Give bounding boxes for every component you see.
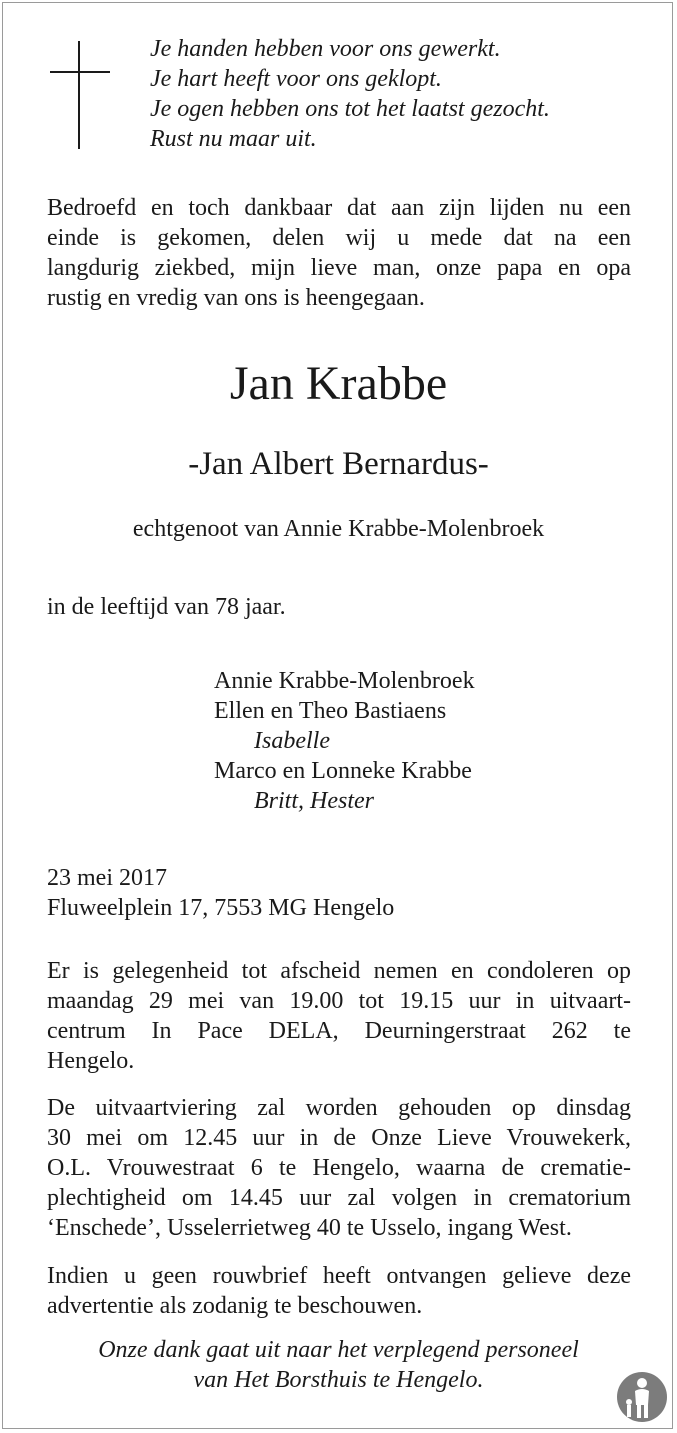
- funeral-line: ‘Enschede’, Usselerrietweg 40 te Usselo, ingang West.: [47, 1215, 572, 1241]
- poem: [150, 34, 550, 154]
- intro-line: Bedroefd en toch dankbaar dat aan zijn lijden nu een: [47, 195, 631, 221]
- poem-line: Je handen hebben voor ons gewerkt.: [150, 36, 501, 62]
- spouse-line: echtgenoot van Annie Krabbe-Molenbroek: [132, 516, 545, 542]
- farewell-line: Er is gelegenheid tot afscheid nemen en condoleren op: [47, 958, 631, 984]
- thanks-line: Onze dank gaat uit naar het verplegend personeel: [98, 1337, 579, 1363]
- family-grandchildren: Britt, Hester: [254, 788, 374, 814]
- intro-line: einde is gekomen, delen wij u mede dat na een: [47, 225, 631, 251]
- notice-paragraph: [47, 1261, 631, 1321]
- intro-line: rustig en vredig van ons is heengegaan.: [47, 285, 425, 311]
- funeral-line: De uitvaartviering zal worden gehouden op dinsdag: [47, 1095, 631, 1121]
- family-child: Marco en Lonneke Krabbe: [214, 758, 472, 784]
- funeral-line: 30 mei om 12.45 uur in de Onze Lieve Vrouwekerk,: [47, 1125, 631, 1151]
- poem-line: Je ogen hebben ons tot het laatst gezocht.: [150, 96, 550, 122]
- family-spouse: Annie Krabbe-Molenbroek: [214, 668, 475, 694]
- memorial-logo-icon: [617, 1372, 667, 1422]
- family-grandchildren: Isabelle: [254, 728, 330, 754]
- deceased-name: Jan Krabbe: [229, 357, 448, 410]
- intro-line: langdurig ziekbed, mijn lieve man, onze papa en opa: [47, 255, 631, 281]
- farewell-paragraph: [47, 956, 631, 1076]
- intro-paragraph: [47, 193, 631, 313]
- thanks-line: van Het Borsthuis te Hengelo.: [193, 1367, 484, 1393]
- announcement-date: 23 mei 2017: [47, 865, 167, 891]
- home-address: Fluweelplein 17, 7553 MG Hengelo: [47, 895, 395, 921]
- funeral-paragraph: [47, 1093, 631, 1243]
- funeral-line: plechtigheid om 14.45 uur zal volgen in crematorium: [47, 1185, 631, 1211]
- funeral-line: O.L. Vrouwestraat 6 te Hengelo, waarna de crematie-: [47, 1155, 631, 1181]
- notice-line: Indien u geen rouwbrief heeft ontvangen gelieve deze: [47, 1263, 631, 1289]
- farewell-line: centrum In Pace DELA, Deurningerstraat 262 te: [47, 1018, 631, 1044]
- age-line: in de leeftijd van 78 jaar.: [47, 594, 286, 620]
- family-child: Ellen en Theo Bastiaens: [214, 698, 447, 724]
- farewell-line: maandag 29 mei van 19.00 tot 19.15 uur in uitvaart-: [47, 988, 631, 1014]
- thanks-note: [0, 1335, 677, 1395]
- poem-line: Je hart heeft voor ons geklopt.: [150, 66, 442, 92]
- farewell-line: Hengelo.: [47, 1048, 135, 1074]
- poem-line: Rust nu maar uit.: [150, 126, 317, 152]
- notice-line: advertentie als zodanig te beschouwen.: [47, 1293, 423, 1319]
- deceased-full-name: -Jan Albert Bernardus-: [188, 446, 489, 482]
